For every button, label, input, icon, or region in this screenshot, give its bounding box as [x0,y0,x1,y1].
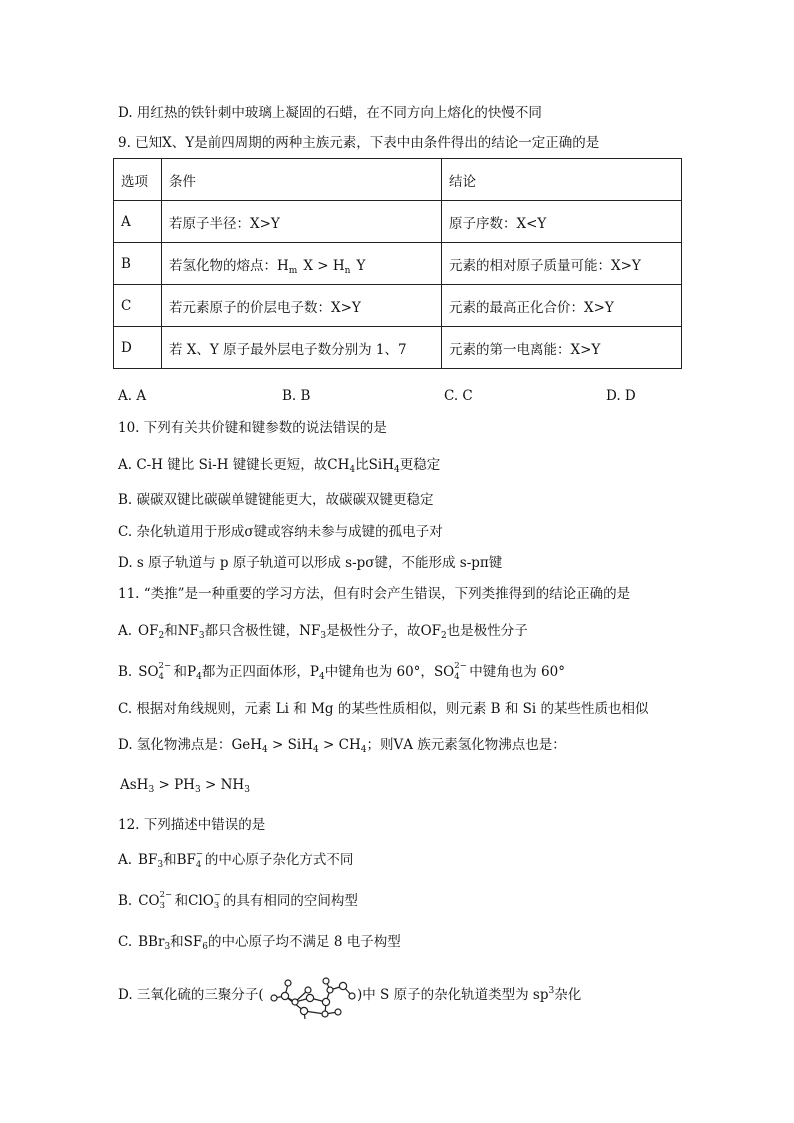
sup-sub: − 4 [195,849,203,870]
subscript: 4 [312,745,319,755]
formula-x: X [303,257,313,274]
subscript: 3 [320,631,327,641]
q10-option-d: D. s 原子轨道与 p 原子轨道可以形成 s-pσ键，不能形成 s-pπ键 [118,555,503,571]
q12-stem: 12. 下列描述中错误的是 [118,817,266,833]
q9-choices [118,386,678,406]
greater-than: > [158,777,170,793]
q11-option-b [118,662,565,684]
sup-sub: 2− 4 [454,661,467,682]
subscript: 6 [202,942,209,952]
formula-h: H [332,257,345,274]
greater-than: > [317,257,329,274]
option-text: 也是极性分子 [446,623,528,639]
formula-of2: OF [420,623,441,639]
formula-h: H [277,257,289,274]
formula-p4: P [187,664,197,680]
option-text: 都为正四面体形， [201,664,310,680]
option-label: B. [118,893,133,909]
subscript: 4 [318,672,325,682]
option-text: ；则ⅤA 族元素氢化物沸点也是： [366,737,566,753]
option-text: 的中心原子均不满足 8 电子构型 [208,934,401,950]
sup-sub: 2− 4 [158,661,172,682]
option-text: 和 [173,664,188,680]
table-row [114,201,682,243]
table-row [114,285,682,327]
option-text: 更稳定 [399,457,441,473]
q9-stem: 9. 已知X、Y是前四周期的两种主族元素，下表中由条件得出的结论一定正确的是 [118,135,600,151]
formula-p4: P [309,664,319,680]
row-conclusion: 元素的第一电离能：X>Y [442,327,682,369]
q12-option-d-post [357,985,581,1007]
q12-option-d-pre: D. 三氧化硫的三聚分子( [118,987,264,1003]
header-conclusion: 结论 [442,159,682,201]
row-option: C [114,285,162,327]
option-label: B. [118,664,133,680]
q11-stem: 11. “类推”是一种重要的学习方法，但有时会产生错误，下列类推得到的结论正确的是 [118,586,631,602]
subscript: 2 [441,631,447,641]
formula-ch4: CH [338,737,361,753]
formula-nf3: NF [177,623,199,639]
option-text: 和 [164,623,178,639]
formula-nf3: NF [299,623,321,639]
q12-option-b [118,891,358,911]
q11-option-d-cont [120,775,250,797]
table-row [114,243,682,285]
row-condition: 若原子半径：X>Y [162,201,442,243]
subscript: 3 [148,785,155,795]
option-text: 中键角也为 60°， [324,664,434,680]
formula-bbr3: BBr [138,934,165,950]
subscript: 4 [349,465,356,475]
q11-option-a [118,621,528,643]
q10-option-c: C. 杂化轨道用于形成σ键或容纳未参与成键的孤电子对 [118,524,443,540]
row-conclusion: 元素的最高正化合价：X>Y [442,285,682,327]
subscript: 2 [158,631,165,641]
q11-option-d [118,735,566,757]
choice-d[interactable]: D. D [606,388,636,404]
formula-sf6: SF [183,934,203,950]
q11-option-c: C. 根据对角线规则，元素 Li 和 Mg 的某些性质相似，则元素 B 和 Si 的某些性质也相似 [118,701,649,717]
choice-b[interactable]: B. B [282,388,311,404]
formula-co3: CO [138,893,160,909]
subscript: 4 [360,745,367,755]
sup-sub: 2− 3 [159,890,173,911]
option-text: 和 [170,934,184,950]
superscript: 3 [548,986,555,996]
formula-geh4: GeH [231,737,262,753]
row-conclusion: 原子序数：X<Y [442,201,682,243]
sup-sub: − 3 [213,890,221,911]
subscript: 3 [194,785,201,795]
formula-of2: OF [138,623,159,639]
formula-clo3: ClO [188,893,214,909]
option-text: 都只含极性键， [204,623,300,639]
row-condition: 若元素原子的价层电子数：X>Y [162,285,442,327]
option-text: 的中心原子杂化方式不同 [204,852,354,868]
row-option: A [114,201,162,243]
formula-so4: SO [433,664,455,680]
subscript: 4 [393,465,400,475]
greater-than: > [323,737,335,753]
option-text: 杂化 [554,987,582,1003]
option-text: 的具有相同的空间构型 [222,893,358,909]
subscript: 3 [198,631,205,641]
subscript: 4 [261,745,268,755]
table-row [114,327,682,369]
formula-ph3: PH [174,777,195,793]
so3-trimer-structure-image [268,976,358,1020]
formula-sih4: SiH [287,737,313,753]
q10-stem: 10. 下列有关共价键和键参数的说法错误的是 [118,420,387,436]
subscript: 4 [196,672,202,682]
q10-option-a [118,455,440,477]
option-text: 是极性分子，故 [326,623,421,639]
greater-than: > [204,777,217,793]
row-option: B [114,243,162,285]
option-text: 和 [174,893,189,909]
row-option: D [114,327,162,369]
formula-nh3: NH [220,777,245,793]
row-conclusion: 元素的相对原子质量可能：X>Y [442,243,682,285]
option-label: C. [118,934,133,950]
subscript-n: n [344,265,351,276]
option-label: A. [118,852,133,868]
q8-option-d: D. 用红热的铁针刺中玻璃上凝固的石蜡，在不同方向上熔化的快慢不同 [118,105,542,121]
option-text: )中 S 原子的杂化轨道类型为 sp [357,987,549,1003]
row-condition: 若 X、Y 原子最外层电子数分别为 1、7 [162,327,442,369]
header-condition: 条件 [162,159,442,201]
table-header-row [114,159,682,201]
formula-so4: SO [138,664,159,680]
choice-a[interactable]: A. A [118,388,147,404]
condition-text: 若氢化物的熔点： [169,257,277,274]
choice-c[interactable]: C. C [444,388,473,404]
option-text: 和 [163,852,177,868]
q12-option-a [118,850,353,872]
row-condition [162,243,442,285]
formula-sih4: SiH [368,457,394,473]
option-text: 中键角也为 60° [469,664,565,680]
formula-bf4: BF [176,852,196,868]
q10-option-b: B. 碳碳双键比碳碳单键键能更大，故碳碳双键更稳定 [118,492,434,508]
subscript: 3 [244,785,250,795]
formula-y: Y [356,257,366,274]
q9-table [113,158,682,369]
formula-ash3: AsH [120,777,149,793]
option-label: A. [118,623,133,639]
header-option: 选项 [114,159,162,201]
formula-ch4: CH [327,457,350,473]
formula-bf3: BF [138,852,158,868]
subscript: 3 [164,942,171,952]
option-text: D. 氢化物沸点是： [118,737,232,753]
greater-than: > [272,737,284,753]
subscript-m: m [288,265,298,276]
option-text: A. C-H 键比 Si-H 键键长更短，故 [118,457,328,473]
subscript: 3 [157,860,164,870]
option-text: 比 [355,457,369,473]
q12-option-c [118,932,401,954]
